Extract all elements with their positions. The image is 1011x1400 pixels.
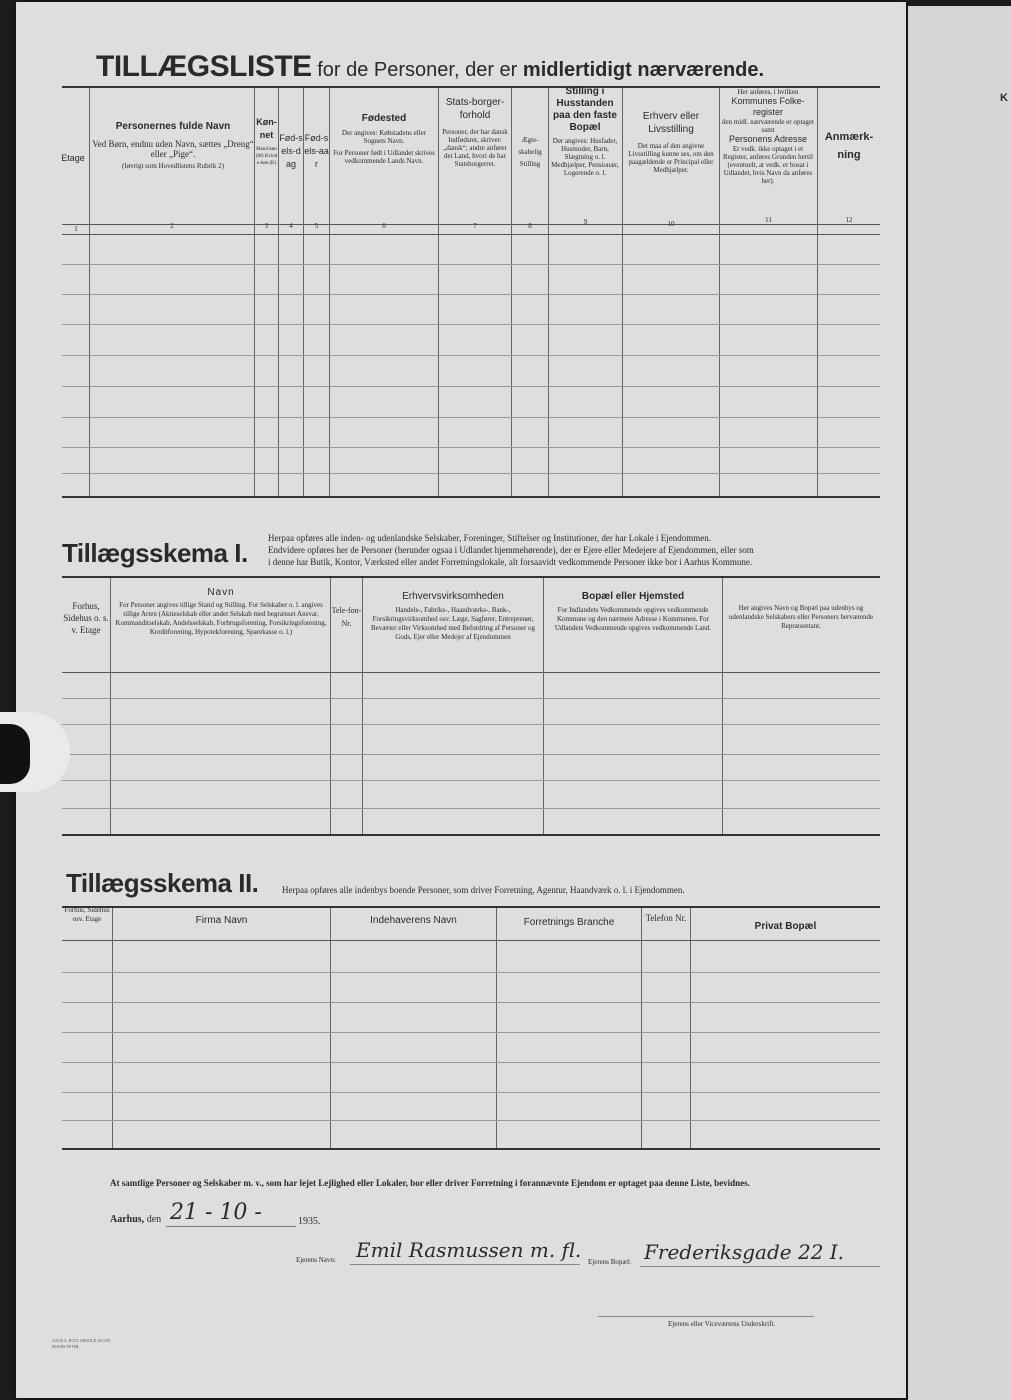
skema1-note-3: i denne har Butik, Kontor, Værksted eller andet Forretningslokale, alt forsaavidt vedkommende Personer ikke bor i Aarhus Kommune. [268, 557, 753, 567]
date-handwritten: 21 - 10 - [170, 1200, 262, 1225]
col-konnet-sub: Mand-køn (M) Kvinde-køn (K) [255, 147, 278, 166]
col-folkeregister-pre: Her anføres, i hvilken [737, 88, 799, 96]
col-anmaerkning: Anmærk-ning [824, 131, 874, 161]
col-navn [92, 120, 254, 170]
col-fodested [332, 112, 436, 165]
skema1-col-erhverv-sub: Handels-, Fabriks-, Haandværks-, Bank-, Forsikringsvirksomhed osv. Læge, Sagfører, Entreprenør, Beværter eller Virksomhed med Befordring af Personer og Gods, Ejer eller Medejer af Ejendommen [370, 606, 536, 641]
col-num-12: 12 [845, 216, 853, 224]
owner-address-handwritten: Frederiksgade 22 I. [644, 1240, 845, 1264]
skema2-col-etage: Forhus, Sidehus osv. Etage [64, 906, 110, 923]
col-stilling-head: Stilling i Husstanden paa den faste Bopæl [553, 86, 617, 133]
col-fodselsaar: Fød-sels-aar [304, 133, 329, 169]
skema1-title: Tillægsskema I. [62, 538, 248, 568]
col-konnet-head: Køn-net [256, 117, 277, 140]
col-fodested-sub: Der angives: Købstadens eller Sognets Navn. [341, 129, 427, 145]
place-label: Aarhus, [110, 1214, 145, 1225]
skema1-col-repr: Her angives Navn og Bopæl paa udenbys og udenlandske Selskabers eller Personers herværende Repræsentant. [728, 604, 874, 630]
col-num-11: 11 [765, 216, 772, 224]
col-folkeregister-sub: den midl. nærværende er optaget samt [722, 118, 814, 134]
skema1-col-erhverv [364, 590, 542, 642]
printer-imprint: AAGE Z. HOLT ARNOLD JACOB BOURS EFTER. [52, 1338, 110, 1349]
skema1-note-1: Herpaa opføres alle inden- og udenlandske Selskaber, Foreninger, Stiftelser og Institutioner, der har Lokale i Ejendommen. [268, 533, 712, 543]
col-folkeregister [720, 88, 816, 185]
col-num-1: 1 [74, 225, 78, 233]
col-fodested-sub2: For Personer født i Udlandet skrives vedkommende Lands Navn. [333, 149, 435, 165]
col-num-9: 9 [583, 218, 588, 226]
col-stilling [549, 86, 621, 177]
skema1-col-navn [114, 586, 328, 637]
skema1-col-navn-head: Navn [207, 587, 235, 598]
main-table-numbers-rule [62, 234, 880, 235]
col-erhverv [624, 110, 718, 174]
skema1-col-bopael-sub: For Indlandets Vedkommende opgives vedkommende Kommune og den nærmere Adresse i Kommunen. For Udlandets Vedkommende opgives vedkommende Land. [554, 606, 712, 632]
col-navn-sub: Ved Børn, endnu uden Navn, sættes „Dreng“ eller „Pige“. [92, 139, 254, 159]
page-title [96, 50, 764, 84]
declaration-text: At samtlige Personer og Selskaber m. v., som har lejet Lejlighed eller Lokaler, bor eller driver Forretning i forannævnte Ejendom er optaget paa denne Liste, bevidnes. [110, 1178, 750, 1188]
col-fodselsdag: Fød-sels-dag [279, 133, 303, 169]
title-rest-bold: midlertidigt nærværende. [522, 59, 765, 81]
col-folkeregister-sub2: Er vedk. ikke optaget i et Register, anføres Grunden hertil (eventuelt, at vedk. er bosat i Udlandet, hvis Navn da anføres her). [723, 145, 813, 185]
skema1-col-etage: Forhus, Sidehus o. s. v. Etage [63, 601, 109, 635]
col-fodested-head: Fødested [361, 113, 407, 124]
col-erhverv-head: Erhverv eller Livsstilling [642, 111, 700, 135]
skema1-col-navn-sub: For Personer angives tillige Stand og Stilling. For Selskaber o. l. angives tillige Arten (Aktieselskab eller andet Selskab med begrænset Ansvar, Kommanditselskab, Andelsselskab, Forbrugsforening, Forsikringsforening, Kreditforening, Hypotekforening, Sparekasse o. l.) [115, 601, 327, 636]
skema1-note-2: Endvidere opføres her de Personer (herunder ogsaa i Udlandet hjemmehørende), der er Ejere eller Medejere af Ejendommen, eller som [268, 545, 754, 555]
skema2-col-firma: Firma Navn [195, 915, 248, 926]
col-folkeregister-head2: Personens Adresse [728, 134, 808, 144]
col-statsborger-sub: Personer, der har dansk Indfødsret, skriver: „dansk“; andre anfører det Land, hvori de har Statsborgerret. [442, 128, 508, 168]
col-num-8: 8 [528, 222, 532, 230]
col-etage-head: Etage [61, 153, 85, 163]
skema1-col-telefon: Tele-fon-Nr. [331, 606, 362, 628]
col-stilling-sub: Der angives: Husfader, Husmoder, Barn, Slægtning o. l. Medhjælper, Pensionær, Logerende o. l. [551, 137, 619, 177]
col-statsborger-head: Stats-borger-forhold [445, 97, 505, 121]
skema1-col-erhverv-head: Erhvervsvirksomheden [402, 591, 504, 602]
title-rest: for de Personer, der er [311, 59, 523, 81]
col-navn-sub2: (Iøvrigt som Hovedlistens Rubrik 2) [122, 162, 224, 170]
skema2-title: Tillægsskema II. [66, 868, 259, 898]
owner-address-label: Ejerens Bopæl: [588, 1258, 631, 1266]
signature-label: Ejerens eller Viceværtens Underskrift. [668, 1320, 776, 1328]
skema1-note [268, 532, 888, 568]
skema2-col-indehaver: Indehaverens Navn [370, 915, 457, 926]
col-num-5: 5 [314, 222, 319, 230]
adjacent-page-letter: K [1000, 92, 1008, 104]
col-navn-head: Personernes fulde Navn [115, 121, 231, 132]
title-main: TILLÆGSLISTE [96, 50, 312, 83]
year: 1935. [298, 1216, 321, 1227]
col-num-6: 6 [382, 222, 386, 230]
col-num-10: 10 [667, 220, 675, 228]
skema2-col-telefon: Telefon Nr. [645, 913, 687, 923]
skema2-col-bopael: Privat Bopæl [754, 921, 817, 932]
col-erhverv-sub: Det maa af den angivne Livsstilling kunne ses, om den paagældende er Principal eller Medhjælper. [628, 142, 714, 174]
owner-name-handwritten: Emil Rasmussen m. fl. [356, 1238, 582, 1262]
skema2-col-branche: Forretnings Branche [523, 917, 615, 928]
col-num-2: 2 [170, 222, 174, 230]
col-aegteskab: Ægte-skabelig Stilling [518, 136, 542, 168]
document-page [16, 2, 906, 1398]
col-num-4: 4 [289, 222, 293, 230]
adjacent-page [908, 6, 1011, 1400]
owner-name-label: Ejerens Navn: [296, 1256, 336, 1264]
date-line [110, 1214, 161, 1225]
den-label: den [146, 1214, 162, 1225]
skema1-col-bopael-head: Bopæl eller Hjemsted [581, 591, 685, 602]
skema2-note: Herpaa opføres alle indenbys boende Personer, som driver Forretning, Agentur, Haandværk o. l. i Ejendommen. [282, 885, 685, 895]
skema1-col-bopael [545, 590, 721, 633]
col-folkeregister-head: Kommunes Folke-register [731, 96, 805, 117]
col-konnet [255, 116, 278, 167]
col-num-3: 3 [264, 222, 269, 230]
col-num-7: 7 [473, 222, 477, 230]
col-statsborger [440, 96, 510, 168]
main-table-bottom-rule [62, 496, 880, 498]
